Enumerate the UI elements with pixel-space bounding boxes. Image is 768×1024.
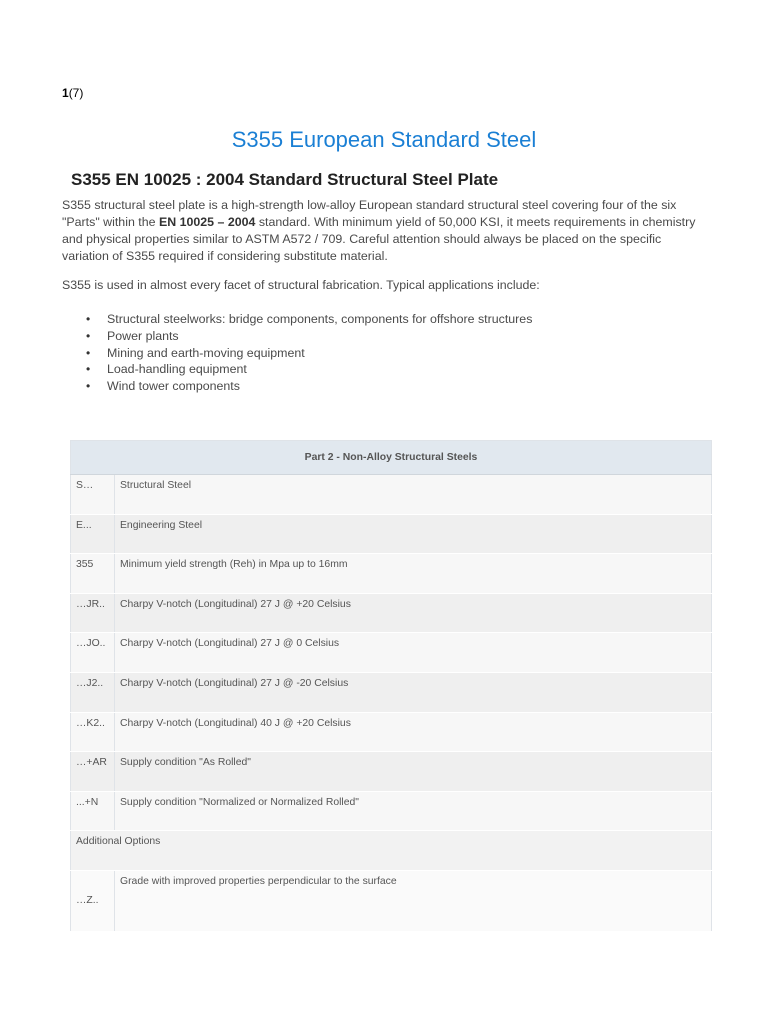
table-header-row [71,441,712,475]
applications-lead: S355 is used in almost every facet of structural fabrication. Typical applications include: [62,278,540,292]
table-row [71,672,712,712]
designation-description: Charpy V-notch (Longitudinal) 27 J @ +20 Celsius [115,593,712,633]
table-row [71,791,712,831]
designation-description: Supply condition "As Rolled" [115,752,712,792]
table-row [71,633,712,673]
designation-code: …JR.. [71,593,115,633]
additional-options-row [71,831,712,871]
applications-list [62,311,532,395]
designation-code: 355 [71,554,115,594]
designation-description: Charpy V-notch (Longitudinal) 27 J @ -20 Celsius [115,672,712,712]
additional-options-label: Additional Options [71,831,712,871]
designation-description: Grade with improved properties perpendicular to the surface [115,870,712,931]
table-header: Part 2 - Non-Alloy Structural Steels [71,441,712,475]
designation-description: Charpy V-notch (Longitudinal) 27 J @ 0 Celsius [115,633,712,673]
page-title: S355 European Standard Steel [231,127,537,152]
designation-code: E... [71,514,115,554]
table-row [71,752,712,792]
list-item: • Structural steelworks: bridge components, components for offshore structures [62,311,532,328]
table-row [71,514,712,554]
table-row [71,870,712,931]
designation-code: …J2.. [71,672,115,712]
steel-designation-table [70,440,712,932]
designation-code: …JO.. [71,633,115,673]
page-number: 1(7) [62,86,84,100]
designation-code: …+AR [71,752,115,792]
designation-description: Structural Steel [115,475,712,515]
designation-description: Engineering Steel [115,514,712,554]
table-row [71,712,712,752]
section-heading: S355 EN 10025 : 2004 Standard Structural Steel Plate [71,170,499,189]
designation-code: ...+N [71,791,115,831]
designation-description: Charpy V-notch (Longitudinal) 40 J @ +20 Celsius [115,712,712,752]
designation-description: Supply condition "Normalized or Normalized Rolled" [115,791,712,831]
table-row [71,593,712,633]
table-row [71,475,712,515]
designation-code: …K2.. [71,712,115,752]
intro-paragraph: S355 structural steel plate is a high-strength low-alloy European standard structural steel covering four of the six "Parts" within the EN 10025 – 2004 standard. With minimum yield of 50,000 KSI, it meets requirements in chemistry and physical properties similar to ASTM A572 / 709. Careful attention should always be placed on the specific variation of S355 required if considering substitute material. [62,198,696,263]
designation-code: S… [71,475,115,515]
table-row [71,554,712,594]
list-item: • Mining and earth-moving equipment [62,345,532,362]
list-item: • Wind tower components [62,378,532,395]
list-item: • Power plants [62,328,532,345]
list-item: • Load-handling equipment [62,361,532,378]
standard-reference: EN 10025 – 2004 [158,215,256,229]
designation-code: …Z.. [71,870,115,931]
designation-description: Minimum yield strength (Reh) in Mpa up to 16mm [115,554,712,594]
